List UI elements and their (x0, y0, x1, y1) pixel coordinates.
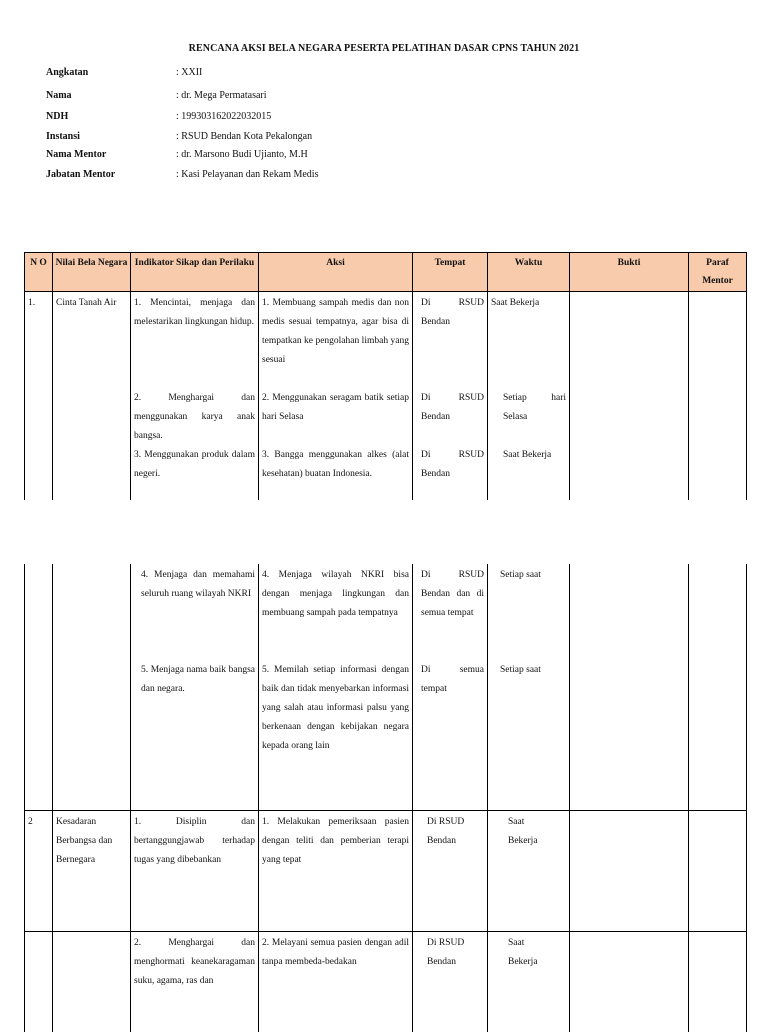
cell-no: 1. (25, 292, 53, 500)
table-row (25, 932, 747, 1032)
cell-waktu (488, 292, 570, 500)
waktu-item: Saat Bekerja (503, 450, 552, 460)
cell-nilai (53, 932, 131, 1032)
cell-paraf (689, 932, 747, 1032)
aksi-item: 2. Menggunakan seragam batik setiap hari Selasa (262, 393, 409, 422)
tempat-item: Di RSUD Bendan (421, 450, 484, 479)
cell-tempat (413, 811, 488, 932)
table-row (25, 811, 747, 932)
cell-indikator (131, 811, 259, 932)
aksi-item: 1. Membuang sampah medis dan non medis sesuai tempatnya, agar bisa di tempatkan ke pengolahan limbah yang sesuai (262, 298, 409, 365)
cell-aksi (259, 564, 413, 810)
waktu-item: Setiap saat (500, 665, 541, 675)
cell-no: 2 (25, 811, 53, 932)
tempat-item: Di RSUD Bendan dan di semua tempat (421, 570, 484, 618)
cell-tempat (413, 564, 488, 810)
table-header-row (25, 253, 747, 292)
waktu-item: Saat Bekerja (508, 938, 538, 967)
info-value: : dr. Marsono Budi Ujianto, M.H (176, 149, 308, 160)
cell-indikator (131, 292, 259, 500)
cell-paraf (689, 564, 747, 810)
cell-nilai (53, 811, 131, 932)
info-value: : 199303162022032015 (176, 111, 272, 122)
info-label: Jabatan Mentor (46, 169, 116, 180)
header-tempat: Tempat (413, 253, 488, 292)
tempat-item: Di RSUD Bendan (421, 393, 484, 422)
cell-waktu (488, 564, 570, 810)
table-row (25, 564, 747, 810)
cell-bukti (570, 292, 689, 500)
header-nilai: Nilai Bela Negara (53, 253, 131, 292)
action-table-segment-3 (24, 810, 747, 932)
waktu-item: Saat Bekerja (491, 298, 540, 308)
aksi-item: 3. Bangga menggunakan alkes (alat kesehatan) buatan Indonesia. (262, 450, 409, 479)
info-label: Angkatan (46, 67, 89, 78)
cell-aksi (259, 292, 413, 500)
info-label: Nama Mentor (46, 149, 107, 160)
header-aksi: Aksi (259, 253, 413, 292)
header-indikator: Indikator Sikap dan Perilaku (131, 253, 259, 292)
info-value: : dr. Mega Permatasari (176, 90, 267, 101)
info-label: Instansi (46, 131, 80, 142)
cell-aksi (259, 811, 413, 932)
document-title: RENCANA AKSI BELA NEGARA PESERTA PELATIHAN DASAR CPNS TAHUN 2021 (188, 43, 580, 54)
info-label: NDH (46, 111, 69, 122)
indikator-item: 1. Mencintai, menjaga dan melestarikan lingkungan hidup. (134, 298, 255, 327)
aksi-item: 5. Memilah setiap informasi dengan baik dan tidak menyebarkan informasi yang salah atau informasi palsu yang berkenaan dengan kebijakan negara kepada orang lain (262, 665, 409, 751)
tempat-item: Di semua tempat (421, 665, 484, 694)
indikator-item: 2. Menghargai dan menggunakan karya anak bangsa. (134, 393, 255, 441)
info-value: : RSUD Bendan Kota Pekalongan (176, 131, 313, 142)
indikator-item: 2. Menghargai dan menghormati keanekaragaman suku, agama, ras dan (134, 938, 255, 986)
action-table-segment-1 (24, 252, 747, 500)
waktu-item: Setiap hari Selasa (503, 393, 566, 422)
tempat-item: Di RSUD Bendan (427, 938, 465, 967)
aksi-item: 1. Melakukan pemeriksaan pasien dengan teliti dan pemberian terapi yang tepat (262, 817, 409, 865)
cell-bukti (570, 564, 689, 810)
header-bukti: Bukti (570, 253, 689, 292)
cell-tempat (413, 932, 488, 1032)
info-label: Nama (46, 90, 72, 101)
cell-indikator (131, 932, 259, 1032)
tempat-item: Di RSUD Bendan (427, 817, 465, 846)
indikator-item: 5. Menjaga nama baik bangsa dan negara. (141, 665, 255, 694)
cell-waktu (488, 932, 570, 1032)
tempat-item: Di RSUD Bendan (421, 298, 484, 327)
info-value: : Kasi Pelayanan dan Rekam Medis (176, 169, 319, 180)
cell-bukti (570, 811, 689, 932)
indikator-item: 1. Disiplin dan bertanggungjawab terhadap tugas yang dibebankan (134, 817, 255, 865)
cell-paraf (689, 811, 747, 932)
aksi-item: 4. Menjaga wilayah NKRI bisa dengan menjaga lingkungan dan membuang sampah pada tempatnya (262, 570, 409, 618)
cell-no (25, 564, 53, 810)
header-no: N O (25, 253, 53, 292)
cell-nilai (53, 564, 131, 810)
cell-bukti (570, 932, 689, 1032)
nilai-text: Kesadaran Berbangsa dan Bernegara (56, 817, 113, 865)
header-waktu: Waktu (488, 253, 570, 292)
cell-indikator (131, 564, 259, 810)
cell-paraf (689, 292, 747, 500)
aksi-item: 2. Melayani semua pasien dengan adil tanpa membeda-bedakan (262, 938, 409, 967)
info-value: : XXII (176, 67, 203, 78)
cell-waktu (488, 811, 570, 932)
table-row (25, 292, 747, 500)
header-paraf: Paraf Mentor (689, 253, 747, 292)
indikator-item: 3. Menggunakan produk dalam negeri. (134, 450, 255, 479)
cell-aksi (259, 932, 413, 1032)
indikator-item: 4. Menjaga dan memahami seluruh ruang wilayah NKRI (141, 570, 255, 599)
cell-nilai (53, 292, 131, 500)
action-table-segment-2 (24, 564, 747, 811)
cell-no (25, 932, 53, 1032)
waktu-item: Saat Bekerja (508, 817, 538, 846)
cell-tempat (413, 292, 488, 500)
action-table-segment-4 (24, 931, 747, 1032)
waktu-item: Setiap saat (500, 570, 541, 580)
nilai-text: Cinta Tanah Air (56, 298, 117, 308)
